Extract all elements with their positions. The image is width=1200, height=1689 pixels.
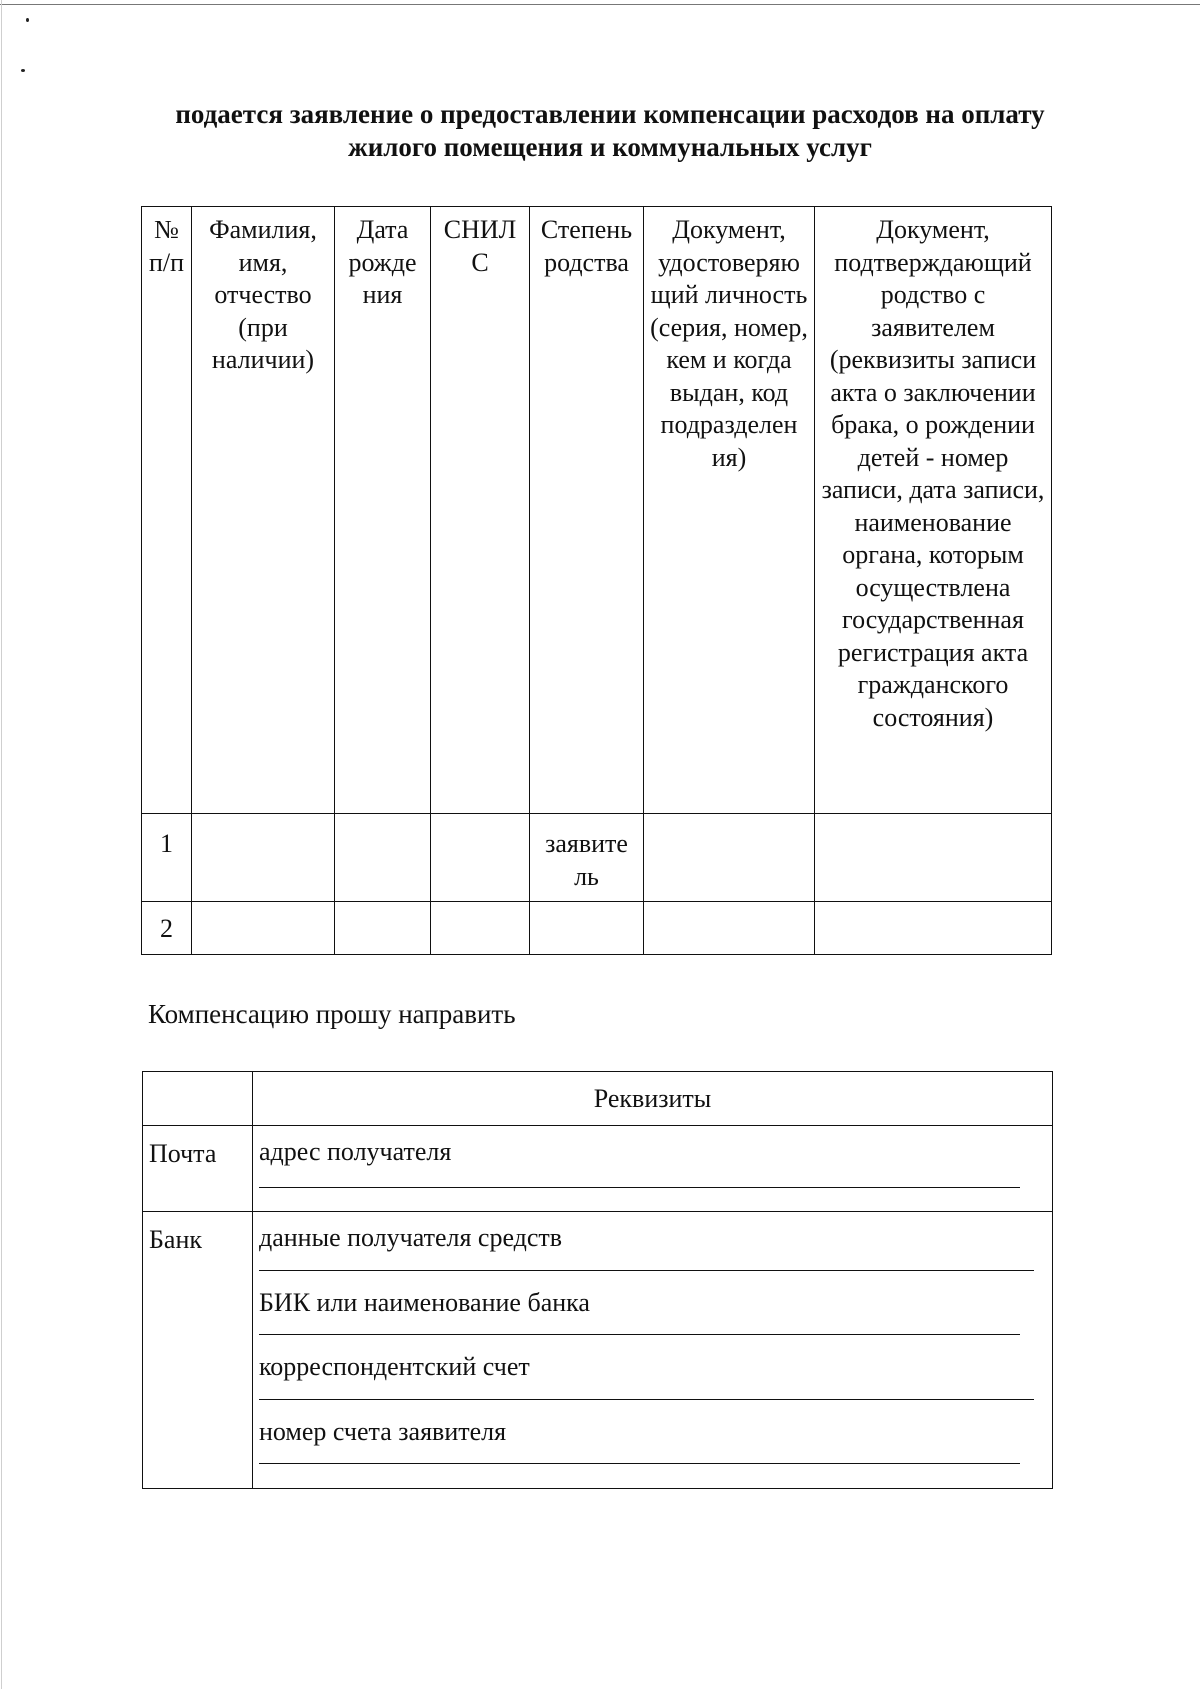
heading-line-1: подается заявление о предоставлении компенсации расходов на оплату xyxy=(175,99,1045,129)
correspondent-account-fill-line[interactable] xyxy=(259,1399,1034,1400)
recipient-data-label: данные получателя средств xyxy=(259,1223,563,1252)
identity-document-cell[interactable] xyxy=(644,902,815,955)
birth-date-cell[interactable] xyxy=(335,902,431,955)
scan-left-edge-line xyxy=(1,0,2,1689)
applicant-account-fill-line[interactable] xyxy=(259,1463,1020,1464)
header-identity-document: Документ, удостоверяю щий личность (серия, номер, кем и когда выдан, код подразделен ия) xyxy=(644,207,815,814)
bank-method-label: Банк xyxy=(143,1212,253,1489)
full-name-cell[interactable] xyxy=(192,814,335,902)
header-full-name: Фамилия, имя, отчество (при наличии) xyxy=(192,207,335,814)
payment-details-table xyxy=(142,1071,1053,1489)
relationship-cell[interactable] xyxy=(530,902,644,955)
applicant-account-label: номер счета заявителя xyxy=(259,1416,507,1446)
header-number: № п/п xyxy=(142,207,192,814)
recipient-address-label: адрес получателя xyxy=(259,1137,452,1166)
recipient-data-fill-line[interactable] xyxy=(259,1270,1034,1271)
header-snils: СНИЛ С xyxy=(431,207,530,814)
birth-date-cell[interactable] xyxy=(335,814,431,902)
bank-bik-field[interactable] xyxy=(253,1277,1052,1342)
row-number-cell: 1 xyxy=(142,814,192,902)
heading-line-2: жилого помещения и коммунальных услуг xyxy=(348,132,872,162)
compensation-section-title: Компенсацию прошу направить xyxy=(148,999,516,1029)
correspondent-account-label: корреспондентский счет xyxy=(259,1352,530,1381)
bank-bik-fill-line[interactable] xyxy=(259,1334,1020,1335)
scan-speck xyxy=(21,69,25,72)
table-header-row xyxy=(142,207,1052,814)
header-kinship-document: Документ, подтверждающий родство с заявителем (реквизиты записи акта о заключении брака, о рождении детей - номер записи, дата записи, наименование органа, которым осуществлена государственная регистрация акта гражданского состояния) xyxy=(815,207,1052,814)
identity-document-cell[interactable] xyxy=(644,814,815,902)
payment-header-row xyxy=(143,1072,1053,1126)
header-relationship: Степень родства xyxy=(530,207,644,814)
full-name-cell[interactable] xyxy=(192,902,335,955)
bank-row xyxy=(143,1212,1053,1489)
bank-fields-cell xyxy=(253,1212,1053,1489)
recipient-address-fill-line[interactable] xyxy=(259,1187,1020,1188)
recipient-data-field[interactable] xyxy=(253,1212,1052,1277)
post-fields-cell xyxy=(253,1126,1053,1212)
snils-cell[interactable] xyxy=(431,902,530,955)
relationship-cell: заявите ль xyxy=(530,814,644,902)
kinship-document-cell[interactable] xyxy=(815,902,1052,955)
requisites-header: Реквизиты xyxy=(253,1072,1053,1126)
row-number-cell: 2 xyxy=(142,902,192,955)
post-row xyxy=(143,1126,1053,1212)
post-method-label: Почта xyxy=(143,1126,253,1212)
correspondent-account-field[interactable] xyxy=(253,1341,1052,1406)
recipient-address-field[interactable] xyxy=(253,1126,1052,1180)
table-row xyxy=(142,814,1052,902)
table-row xyxy=(142,902,1052,955)
payment-method-header-cell xyxy=(143,1072,253,1126)
page-heading xyxy=(130,98,1090,164)
scan-speck xyxy=(26,18,29,22)
family-members-table xyxy=(141,206,1052,955)
bank-bik-label: БИК или наименование банка xyxy=(259,1287,590,1317)
kinship-document-cell[interactable] xyxy=(815,814,1052,902)
applicant-account-field[interactable] xyxy=(253,1406,1052,1471)
header-birth-date: Дата рожде ния xyxy=(335,207,431,814)
snils-cell[interactable] xyxy=(431,814,530,902)
scan-top-edge-line xyxy=(0,4,1200,5)
